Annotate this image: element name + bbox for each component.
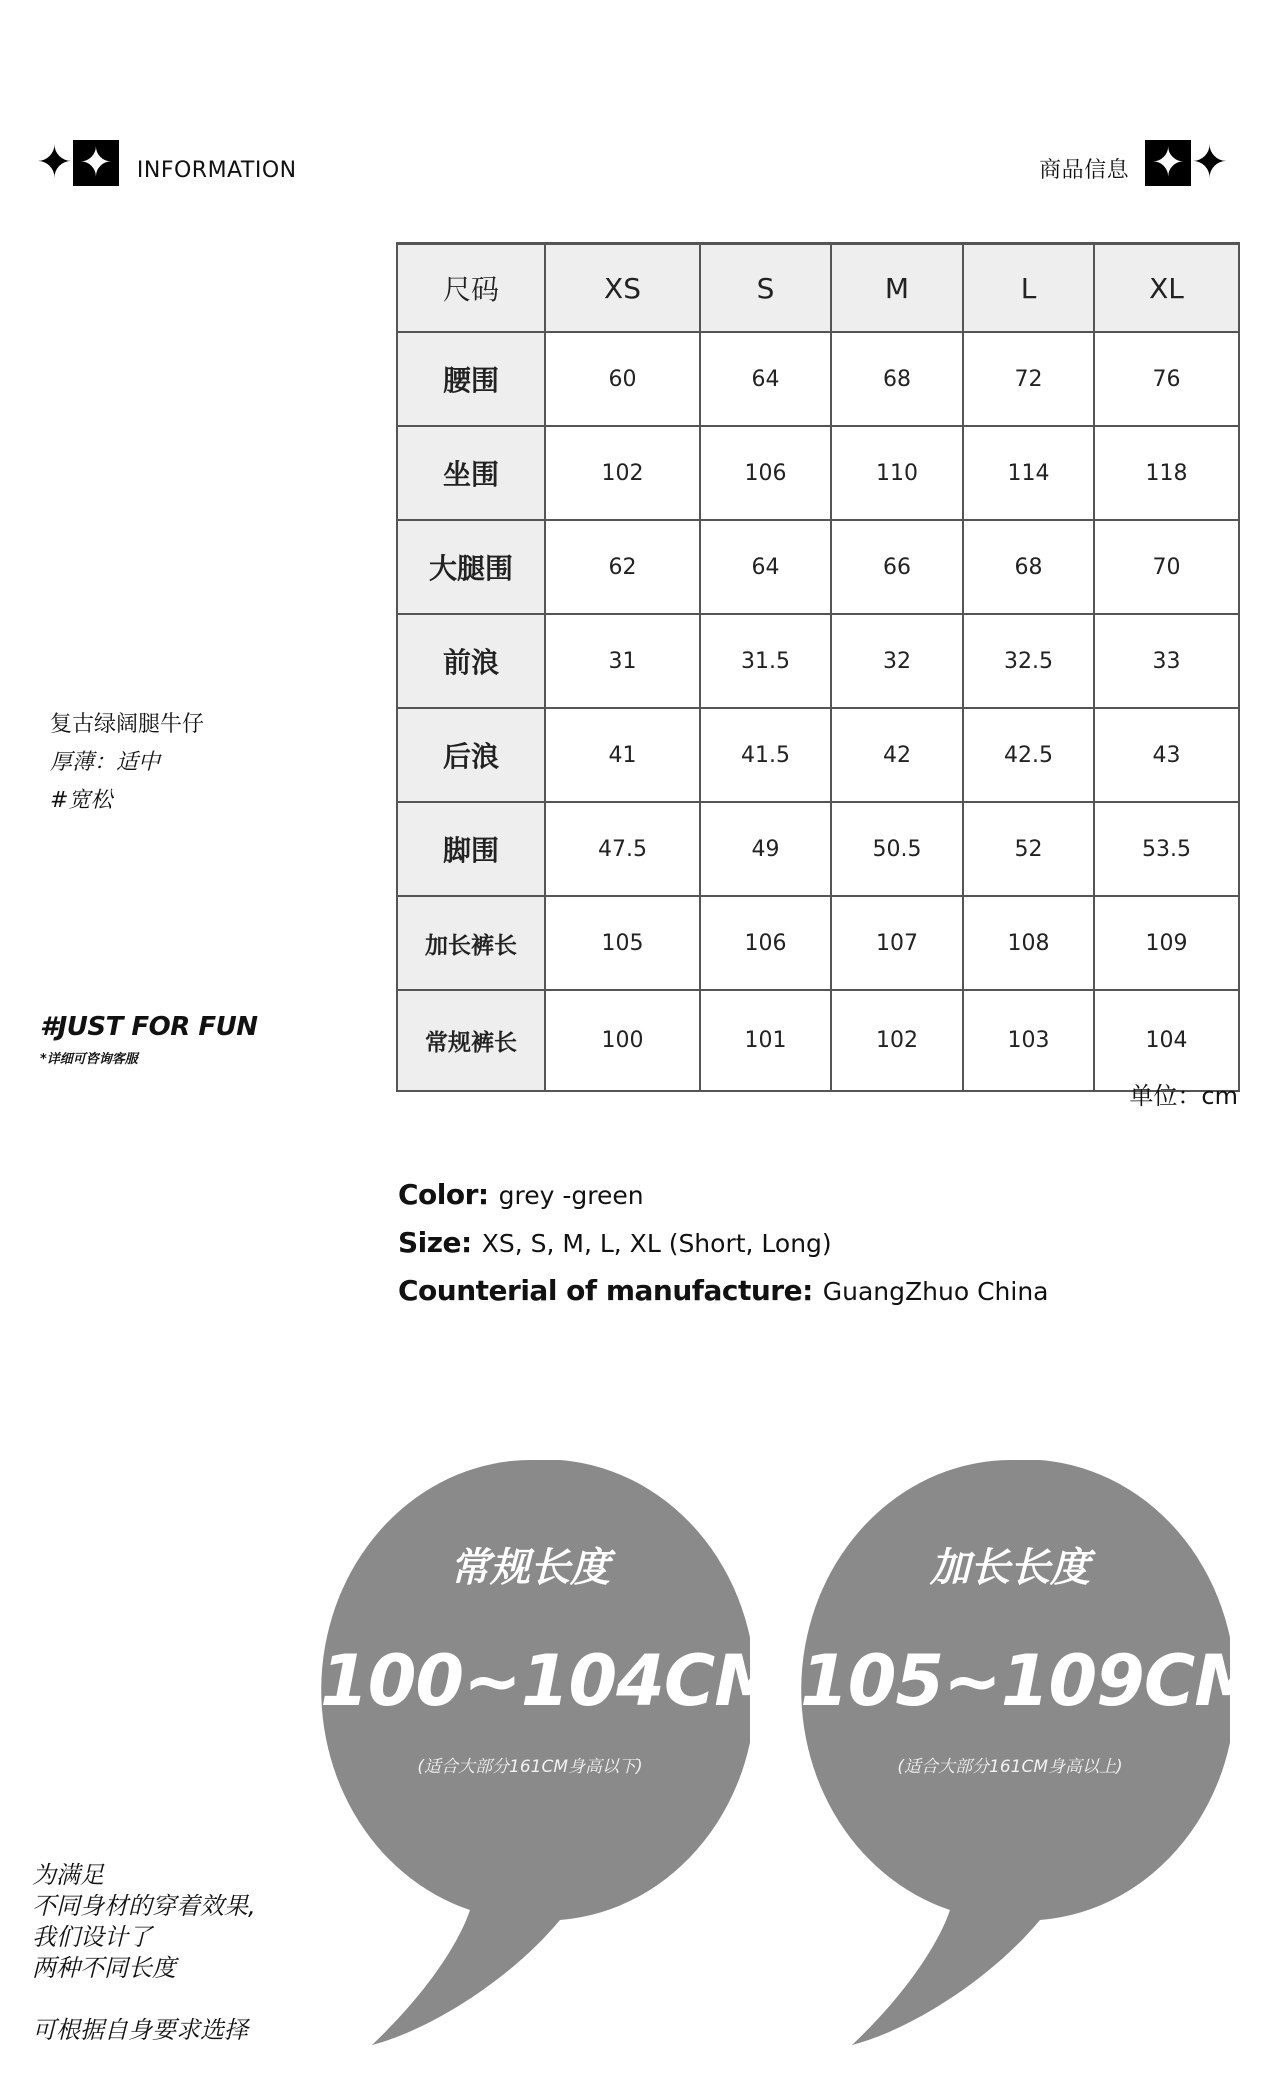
table-cell: 72 <box>963 332 1094 426</box>
table-cell: 107 <box>831 896 963 990</box>
table-cell: 104 <box>1094 990 1239 1091</box>
table-cell: 31 <box>545 614 700 708</box>
note-line: 为满足 <box>32 1861 104 1889</box>
sparkle-box-icon: ✦ <box>73 140 119 186</box>
sparkle-box-icon: ✦ <box>1145 140 1191 186</box>
table-cell: 70 <box>1094 520 1239 614</box>
fit-tag: #宽松 <box>50 788 113 813</box>
sparkle-icon: ✦ <box>36 137 73 188</box>
information-label: INFORMATION <box>136 157 297 183</box>
table-cell: 108 <box>963 896 1094 990</box>
row-label-regular-length: 常规裤长 <box>397 990 545 1091</box>
spec-origin-key: Counterial of manufacture: <box>398 1274 813 1307</box>
size-header-row <box>397 244 1239 333</box>
unit-label: 单位：cm <box>1129 1082 1238 1110</box>
size-l: L <box>963 244 1094 333</box>
thickness-note: 厚薄：适中 <box>50 750 161 775</box>
table-cell: 64 <box>700 332 831 426</box>
table-row <box>397 614 1239 708</box>
product-notes <box>50 706 204 820</box>
bubble-regular-range: 100~104CM <box>320 1640 783 1722</box>
table-row <box>397 426 1239 520</box>
size-corner: 尺码 <box>397 244 545 333</box>
row-label-back-rise: 后浪 <box>397 708 545 802</box>
row-label-hip: 坐围 <box>397 426 545 520</box>
bubble-long-title: 加长长度 <box>930 1545 1090 1591</box>
table-cell: 52 <box>963 802 1094 896</box>
length-explanation <box>32 1860 256 1984</box>
table-cell: 64 <box>700 520 831 614</box>
note-line: 两种不同长度 <box>32 1954 176 1982</box>
spec-origin <box>398 1274 1049 1307</box>
table-cell: 76 <box>1094 332 1239 426</box>
table-cell: 53.5 <box>1094 802 1239 896</box>
spec-color <box>398 1178 644 1211</box>
table-cell: 49 <box>700 802 831 896</box>
bubble-regular-title: 常规长度 <box>450 1545 610 1591</box>
row-label-waist: 腰围 <box>397 332 545 426</box>
bubble-regular-note: (适合大部分161CM身高以下) <box>417 1757 643 1777</box>
table-cell: 68 <box>963 520 1094 614</box>
note-line: 不同身材的穿着效果, <box>32 1892 256 1920</box>
size-s: S <box>700 244 831 333</box>
spec-size <box>398 1226 832 1259</box>
row-label-long-length: 加长裤长 <box>397 896 545 990</box>
product-info-label: 商品信息 <box>1039 157 1130 183</box>
tagline-sub: *详细可咨询客服 <box>40 1052 138 1067</box>
row-label-thigh: 大腿围 <box>397 520 545 614</box>
table-cell: 103 <box>963 990 1094 1091</box>
bubble-long-range: 105~109CM <box>800 1640 1263 1722</box>
table-row <box>397 708 1239 802</box>
table-cell: 101 <box>700 990 831 1091</box>
note-line: 我们设计了 <box>32 1923 152 1951</box>
spec-size-key: Size: <box>398 1226 472 1259</box>
row-label-front-rise: 前浪 <box>397 614 545 708</box>
table-cell: 110 <box>831 426 963 520</box>
table-cell: 31.5 <box>700 614 831 708</box>
product-name: 复古绿阔腿牛仔 <box>50 712 205 737</box>
row-label-leg-opening: 脚围 <box>397 802 545 896</box>
table-cell: 62 <box>545 520 700 614</box>
size-xs: XS <box>545 244 700 333</box>
table-cell: 33 <box>1094 614 1239 708</box>
table-cell: 41 <box>545 708 700 802</box>
table-cell: 32 <box>831 614 963 708</box>
bubble-long-note: (适合大部分161CM身高以上) <box>897 1757 1123 1777</box>
sparkle-icon: ✦ <box>1191 137 1228 188</box>
table-row <box>397 520 1239 614</box>
table-cell: 50.5 <box>831 802 963 896</box>
choose-note: 可根据自身要求选择 <box>32 2016 248 2044</box>
table-cell: 43 <box>1094 708 1239 802</box>
table-cell: 68 <box>831 332 963 426</box>
table-row <box>397 332 1239 426</box>
table-cell: 42.5 <box>963 708 1094 802</box>
table-row <box>397 896 1239 990</box>
table-cell: 42 <box>831 708 963 802</box>
table-row <box>397 802 1239 896</box>
spec-color-key: Color: <box>398 1178 489 1211</box>
table-row <box>397 990 1239 1091</box>
size-xl: XL <box>1094 244 1239 333</box>
table-cell: 47.5 <box>545 802 700 896</box>
table-cell: 109 <box>1094 896 1239 990</box>
table-cell: 106 <box>700 896 831 990</box>
table-cell: 66 <box>831 520 963 614</box>
table-cell: 102 <box>545 426 700 520</box>
table-cell: 114 <box>963 426 1094 520</box>
size-table-wrap <box>396 242 1238 1092</box>
table-cell: 105 <box>545 896 700 990</box>
header-right <box>1027 137 1228 188</box>
table-cell: 118 <box>1094 426 1239 520</box>
table-cell: 41.5 <box>700 708 831 802</box>
spec-origin-value: GuangZhuo China <box>822 1277 1049 1306</box>
size-table <box>396 242 1240 1092</box>
table-cell: 60 <box>545 332 700 426</box>
table-cell: 100 <box>545 990 700 1091</box>
tagline: #JUST FOR FUN <box>40 1012 258 1042</box>
spec-color-value: grey -green <box>498 1181 644 1210</box>
table-cell: 106 <box>700 426 831 520</box>
table-cell: 102 <box>831 990 963 1091</box>
table-cell: 32.5 <box>963 614 1094 708</box>
spec-size-value: XS, S, M, L, XL (Short, Long) <box>481 1229 832 1258</box>
header-left <box>36 137 309 188</box>
size-m: M <box>831 244 963 333</box>
